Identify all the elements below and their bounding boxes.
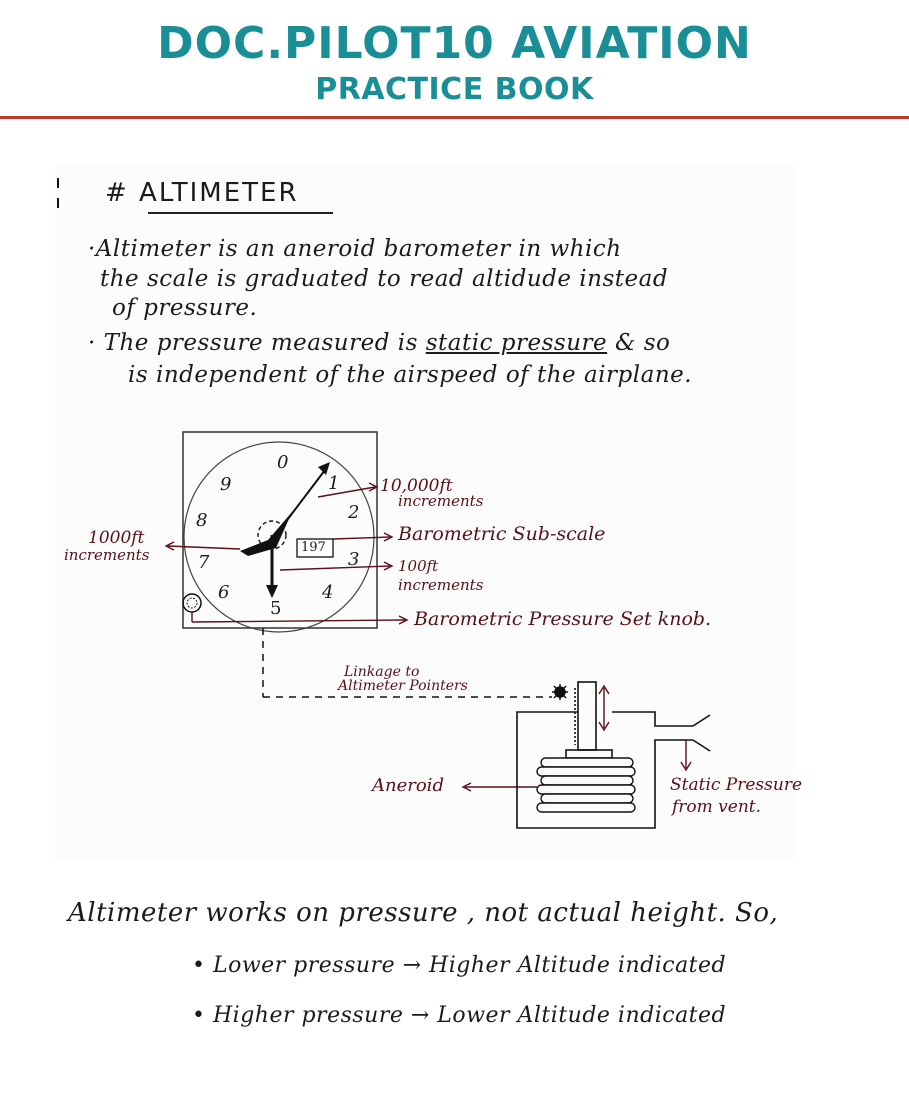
- aneroid-capsule: [537, 758, 635, 812]
- subscale-value: 197: [301, 540, 326, 555]
- section-title: # ALTIMETER: [105, 178, 299, 208]
- label-static-pressure: Static Pressure: [670, 775, 803, 795]
- dial-number-9: 9: [220, 474, 232, 495]
- label-linkage-pointers: Altimeter Pointers: [338, 678, 468, 694]
- label-set-knob: Barometric Pressure Set knob.: [414, 608, 712, 630]
- point1-line1: ·Altimeter is an aneroid barometer in which: [88, 236, 622, 262]
- summary-line: Altimeter works on pressure , not actual height. So,: [68, 898, 779, 928]
- point2-prefix: · The pressure measured is: [88, 330, 426, 356]
- label-10000ft: 10,000ft: [380, 476, 453, 496]
- dial-number-3: 3: [348, 549, 360, 570]
- dial-number-1: 1: [328, 473, 340, 494]
- dial-number-0: 0: [277, 452, 289, 473]
- dial-number-5: 5: [270, 598, 282, 619]
- gear: [552, 684, 568, 700]
- dial-number-8: 8: [196, 510, 208, 531]
- point1-line2: the scale is graduated to read altidude instead: [100, 266, 669, 292]
- dial-number-7: 7: [198, 552, 210, 573]
- label-10000ft-increments: increments: [398, 492, 484, 510]
- set-knob: [183, 594, 201, 612]
- static-pressure-term: static pressure: [425, 330, 608, 356]
- label-1000ft: 1000ft: [88, 528, 145, 548]
- label-1000ft-increments: increments: [64, 546, 150, 564]
- dial-number-6: 6: [218, 582, 230, 603]
- point1-line3: of pressure.: [112, 295, 258, 321]
- dial-number-2: 2: [348, 502, 360, 523]
- label-100ft: 100ft: [398, 557, 439, 575]
- pointer-1000: [240, 512, 292, 556]
- label-100ft-increments: increments: [398, 576, 484, 594]
- point2-line2: is independent of the airspeed of the airplane.: [128, 362, 693, 388]
- brand-title: DOC.PILOT10 AVIATION: [157, 18, 752, 69]
- dial-number-4: 4: [322, 582, 334, 603]
- point2-suffix: & so: [607, 330, 671, 356]
- brand-subtitle: PRACTICE BOOK: [315, 72, 594, 107]
- label-aneroid: Aneroid: [372, 775, 444, 796]
- label-linkage: Linkage to: [344, 664, 420, 680]
- label-barometric-subscale: Barometric Sub-scale: [398, 523, 606, 545]
- label-from-vent: from vent.: [672, 797, 762, 817]
- summary-bullet-2: • Higher pressure → Lower Altitude indicated: [192, 1003, 727, 1028]
- pointer-100-tip: [266, 585, 278, 598]
- summary-bullet-1: • Lower pressure → Higher Altitude indicated: [192, 953, 727, 978]
